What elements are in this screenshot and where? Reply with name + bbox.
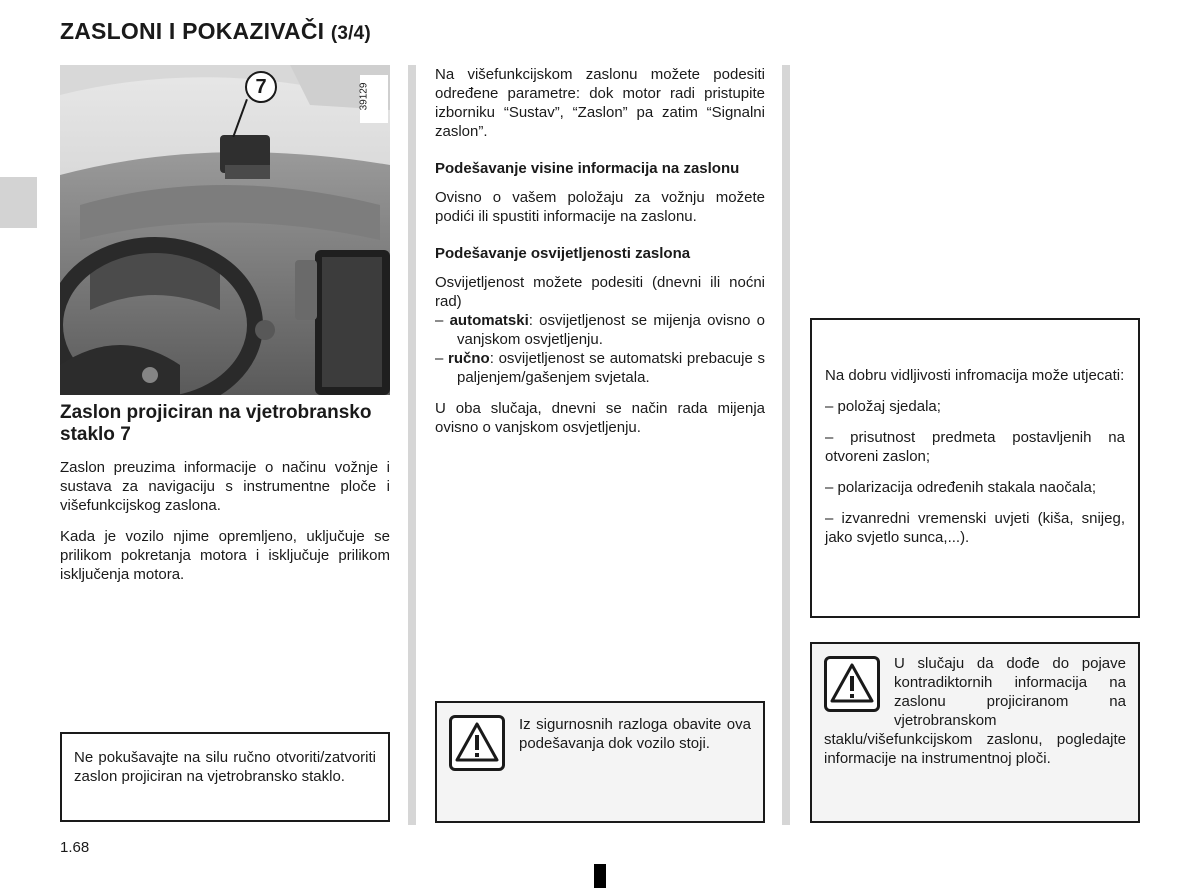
page-edge-marker <box>594 864 606 888</box>
column-divider-right <box>782 65 790 825</box>
image-code <box>360 75 388 123</box>
list-item: – polarizacija određenih stakala naočala; <box>825 479 1097 496</box>
paragraph: Osvijetljenost možete podesiti (dnevni ili noćni rad) <box>435 274 765 310</box>
paragraph: Kada je vozilo njime opremljeno, uključuje se prilikom pokretanja motora i isključuje prilikom isključenja motora. <box>60 528 390 583</box>
page-title-text: ZASLONI I POKAZIVAČI <box>60 18 325 44</box>
list-item: – prisutnost predmeta postavljenih na otvoreni zaslon; <box>825 429 1125 465</box>
visibility-info-box <box>810 318 1140 618</box>
section-heading: Zaslon projiciran na vjetrobransko staklo 7 <box>60 402 372 445</box>
warning-text: U slučaju da dođe do pojave kontradiktornih informacija na zaslonu projiciranom na vjetrobranskom staklu/višefunkcijskom zaslonu, pogledajte informacije na instrumentnoj ploči. <box>824 655 1126 767</box>
subheading: Podešavanje osvijetljenosti zaslona <box>435 245 691 262</box>
page-title-suffix: (3/4) <box>330 23 371 44</box>
option-list <box>435 311 765 387</box>
note-box <box>60 732 390 822</box>
column-divider-left <box>408 65 416 825</box>
warning-text: Iz sigurnosnih razloga obavite ova podešavanja dok vozilo stoji. <box>519 716 751 752</box>
column-2-text <box>435 65 765 449</box>
dashboard-illustration <box>60 65 390 395</box>
paragraph: Na višefunkcijskom zaslonu možete podesiti određene parametre: dok motor radi pristupite izborniku “Sustav”, “Zaslon” pa zatim “Signalni zaslon”. <box>435 66 765 140</box>
column-1-text <box>60 458 390 596</box>
image-code-text: 39129 <box>358 82 370 111</box>
hud-photo <box>60 65 390 395</box>
callout-7-badge <box>245 71 277 103</box>
warning-box-safety <box>435 701 765 823</box>
page-number: 1.68 <box>60 839 90 856</box>
list-item: – automatski: osvijetljenost se mijenja ovisno o vanjskom osvjetljenju. <box>435 312 765 348</box>
subheading: Podešavanje visine informacija na zaslonu <box>435 160 740 177</box>
paragraph: Na dobru vidljivosti infromacija može utjecati: <box>825 367 1125 384</box>
chapter-tab <box>0 177 37 228</box>
list-item: – položaj sjedala; <box>825 398 941 415</box>
paragraph: Zaslon preuzima informacije o načinu vožnje i sustava za navigaciju s instrumentne ploče i višefunkcijskog zaslona. <box>60 459 390 514</box>
paragraph: U oba slučaja, dnevni se način rada mijenja ovisno o vanjskom osvjetljenju. <box>435 400 765 436</box>
page-title <box>60 18 371 45</box>
warning-triangle-icon <box>449 715 505 771</box>
warning-box-contradictory <box>810 642 1140 823</box>
list-item: – izvanredni vremenski uvjeti (kiša, snijeg, jako svjetlo sunca,...). <box>825 510 1125 546</box>
callout-number: 7 <box>255 76 267 98</box>
paragraph: Ovisno o vašem položaju za vožnju možete podići ili spustiti informacije na zaslonu. <box>435 189 765 225</box>
note-text: Ne pokušavajte na silu ručno otvoriti/zatvoriti zaslon projiciran na vjetrobransko staklo. <box>74 749 376 785</box>
list-item: – ručno: osvijetljenost se automatski prebacuje s paljenjem/gašenjem svjetala. <box>435 350 765 386</box>
